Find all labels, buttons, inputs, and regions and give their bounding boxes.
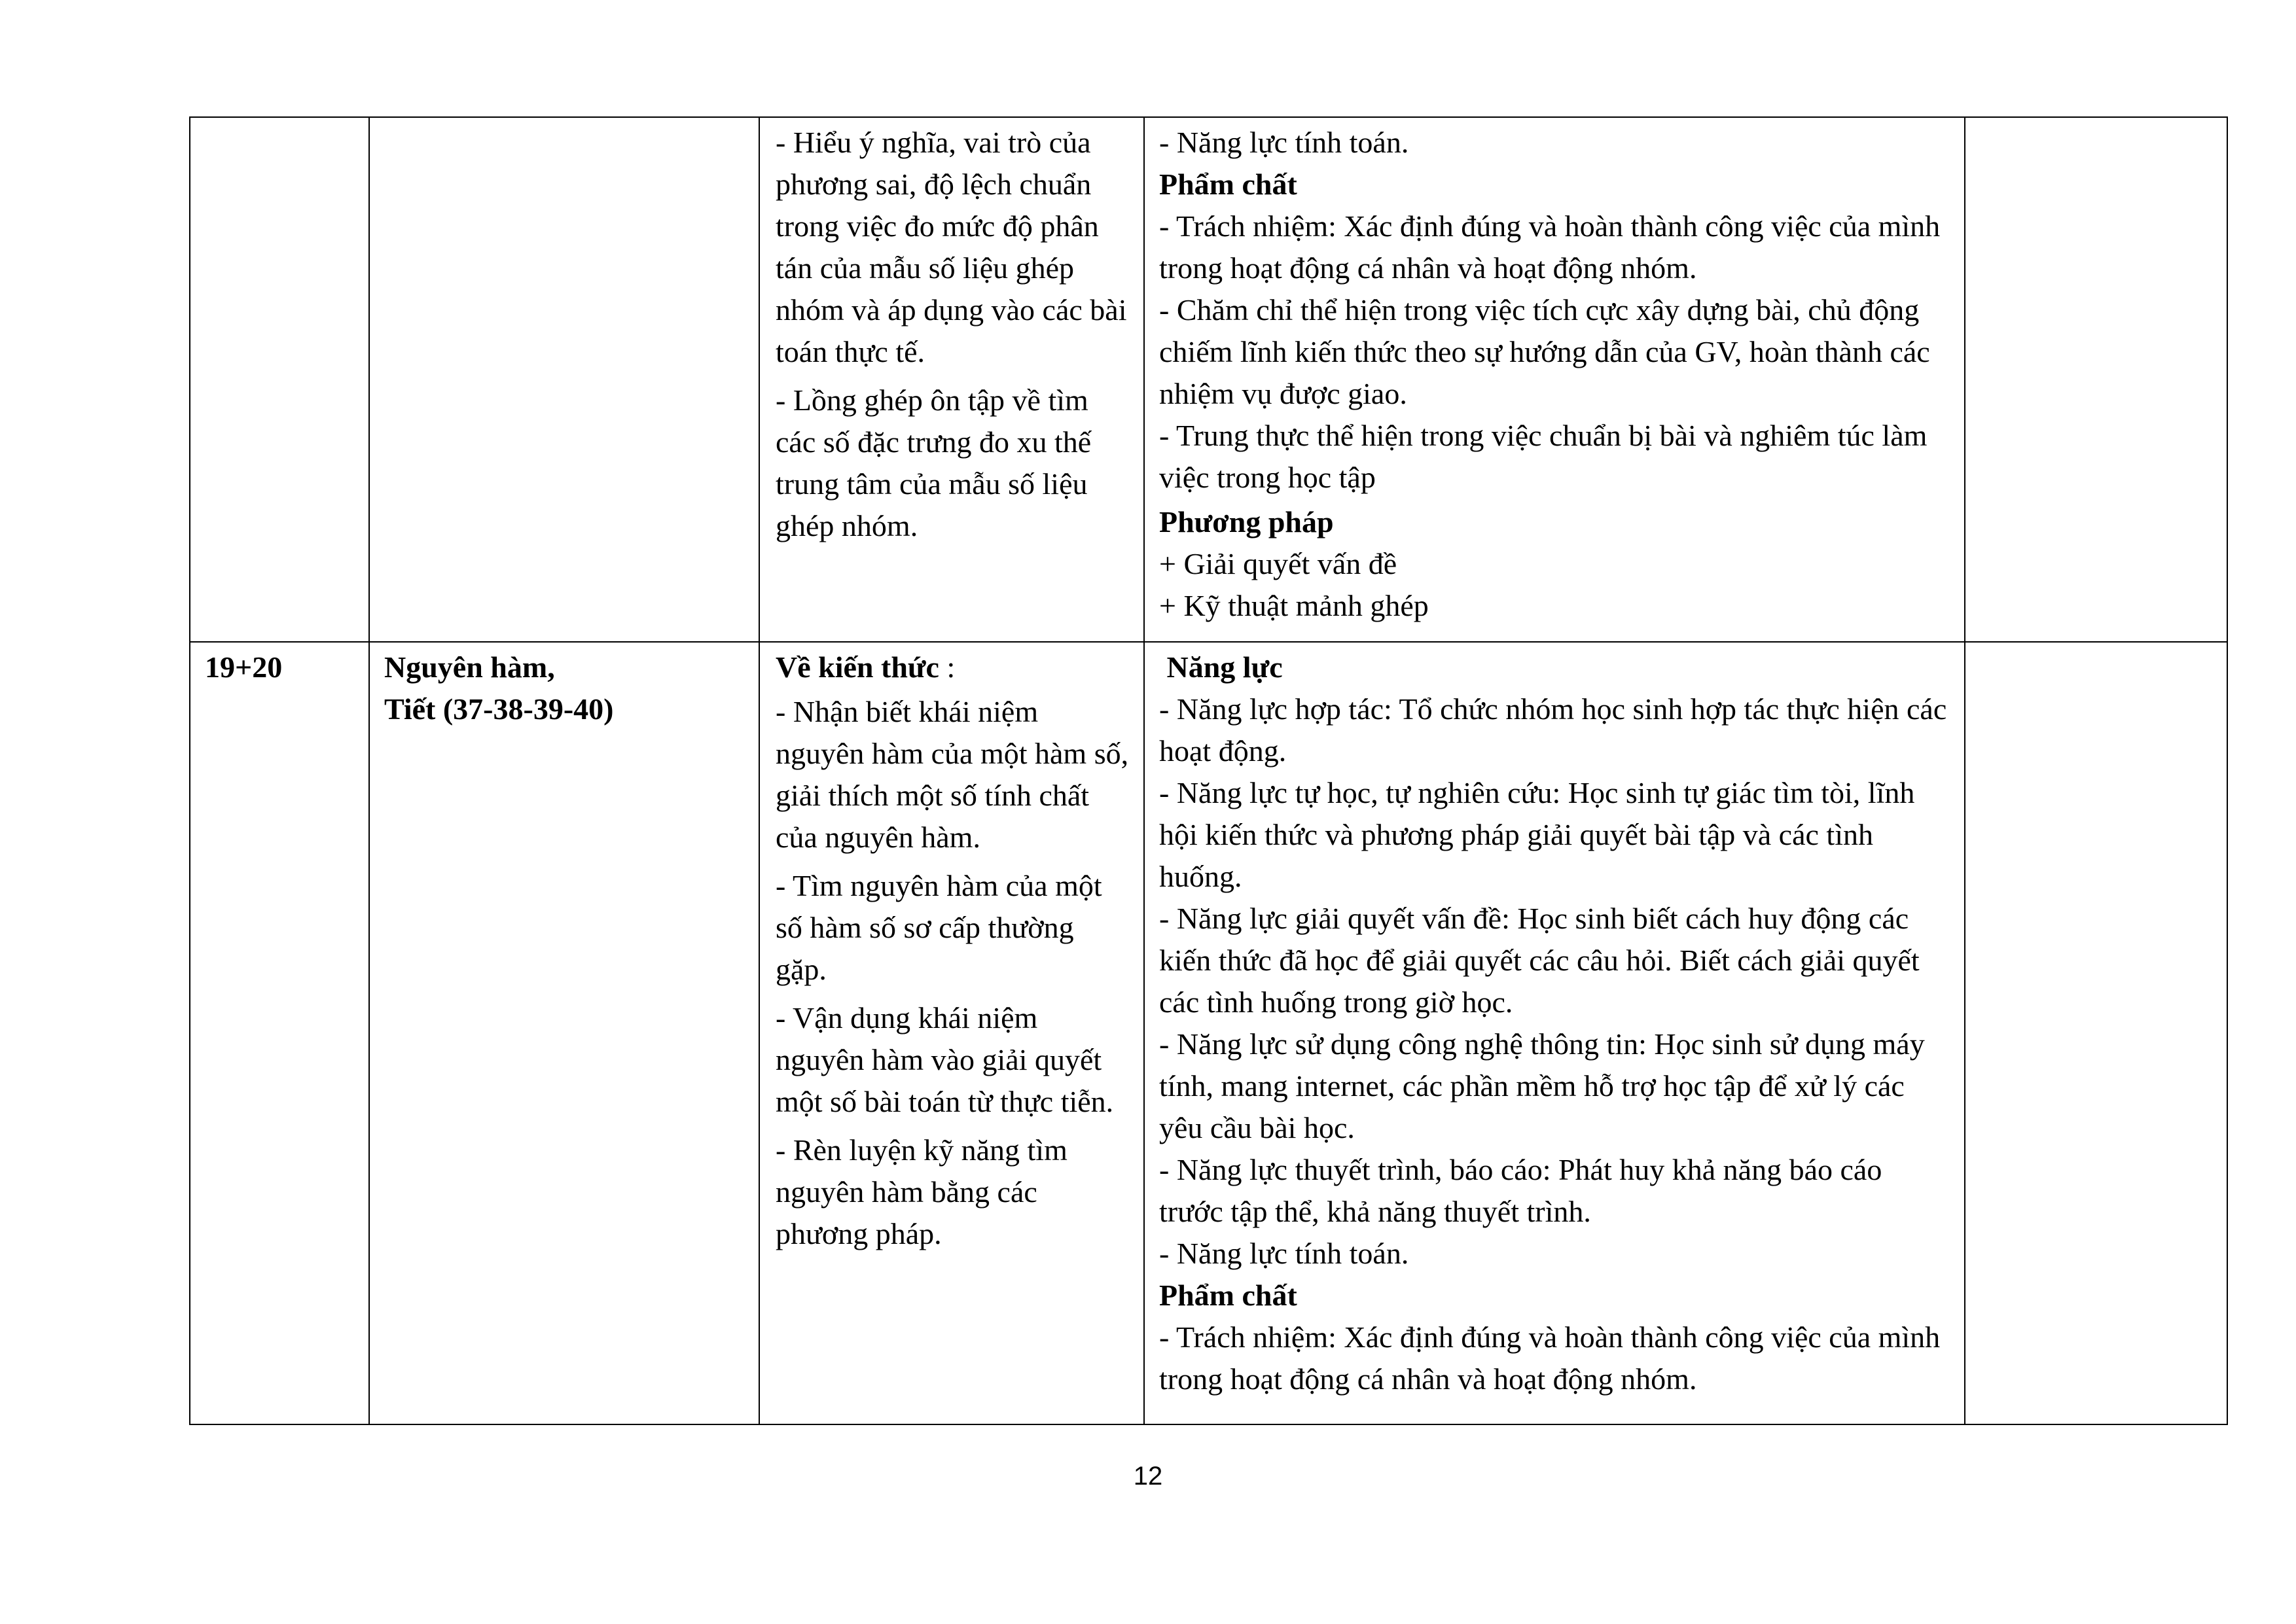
competencies-cell — [1144, 117, 1965, 642]
competency-item: - Năng lực tính toán. — [1159, 1237, 1409, 1270]
method-item: + Giải quyết vấn đề — [1159, 547, 1397, 580]
objective-item: - Tìm nguyên hàm của một số hàm số sơ cấp thường gặp. — [776, 869, 1102, 986]
competency-item: - Năng lực sử dụng công nghệ thông tin: Học sinh sử dụng máy tính, mang internet, các phần mềm hỗ trợ học tập để xử lý các yêu cầu bài học. — [1159, 1027, 1925, 1144]
objectives-cell — [759, 117, 1144, 642]
objective-item: - Lồng ghép ôn tập về tìm các số đặc trưng đo xu thế trung tâm của mẫu số liệu ghép nhóm. — [776, 383, 1092, 542]
competency-item: - Trung thực thể hiện trong việc chuẩn bị bài và nghiêm túc làm việc trong học tập — [1159, 419, 1928, 494]
lesson-plan-table — [189, 116, 2228, 1425]
lesson-cell — [369, 117, 759, 642]
notes-cell — [1965, 117, 2227, 642]
table-row — [190, 642, 2227, 1424]
section-heading: Phẩm chất — [1159, 168, 1297, 201]
competency-item: - Trách nhiệm: Xác định đúng và hoàn thành công việc của mình trong hoạt động cá nhân và hoạt động nhóm. — [1159, 209, 1941, 285]
page-number: 12 — [1133, 1462, 1163, 1491]
competency-item: - Trách nhiệm: Xác định đúng và hoàn thành công việc của mình trong hoạt động cá nhân và hoạt động nhóm. — [1159, 1320, 1941, 1396]
competency-item: - Chăm chỉ thể hiện trong việc tích cực xây dựng bài, chủ động chiếm lĩnh kiến thức theo sự hướng dẫn của GV, hoàn thành các nhiệm vụ được giao. — [1159, 293, 1930, 410]
table-row — [190, 117, 2227, 642]
method-item: + Kỹ thuật mảnh ghép — [1159, 589, 1429, 622]
section-heading: Năng lực — [1159, 650, 1283, 684]
competency-item: - Năng lực hợp tác: Tổ chức nhóm học sinh hợp tác thực hiện các hoạt động. — [1159, 692, 1947, 768]
competencies-cell — [1144, 642, 1965, 1424]
lesson-title: Nguyên hàm, — [384, 650, 555, 684]
section-heading: Phương pháp — [1159, 505, 1334, 538]
objective-item: - Vận dụng khái niệm nguyên hàm vào giải quyết một số bài toán từ thực tiễn. — [776, 1001, 1114, 1118]
competency-item: - Năng lực tự học, tự nghiên cứu: Học sinh tự giác tìm tòi, lĩnh hội kiến thức và phương pháp giải quyết bài tập và các tình huống. — [1159, 776, 1915, 893]
objective-item: - Nhận biết khái niệm nguyên hàm của một hàm số, giải thích một số tính chất của nguyên hàm. — [776, 695, 1129, 854]
section-heading: Phẩm chất — [1159, 1279, 1297, 1312]
lesson-periods: Tiết (37-38-39-40) — [384, 692, 614, 726]
competency-item: - Năng lực tính toán. — [1159, 126, 1409, 159]
objective-item: - Rèn luyện kỹ năng tìm nguyên hàm bằng các phương pháp. — [776, 1133, 1067, 1250]
notes-cell — [1965, 642, 2227, 1424]
week-cell — [190, 642, 369, 1424]
objectives-cell — [759, 642, 1144, 1424]
week-cell — [190, 117, 369, 642]
lesson-cell — [369, 642, 759, 1424]
competency-item: - Năng lực thuyết trình, báo cáo: Phát huy khả năng báo cáo trước tập thể, khả năng thuyết trình. — [1159, 1153, 1882, 1228]
week-number: 19+20 — [205, 650, 283, 684]
competency-item: - Năng lực giải quyết vấn đề: Học sinh biết cách huy động các kiến thức đã học để giải quyết các câu hỏi. Biết cách giải quyết các tình huống trong giờ học. — [1159, 902, 1920, 1019]
objectives-heading: Về kiến thức : — [776, 650, 956, 684]
objective-item: - Hiểu ý nghĩa, vai trò của phương sai, độ lệch chuẩn trong việc đo mức độ phân tán của mẫu số liệu ghép nhóm và áp dụng vào các bài toán thực tế. — [776, 126, 1127, 368]
